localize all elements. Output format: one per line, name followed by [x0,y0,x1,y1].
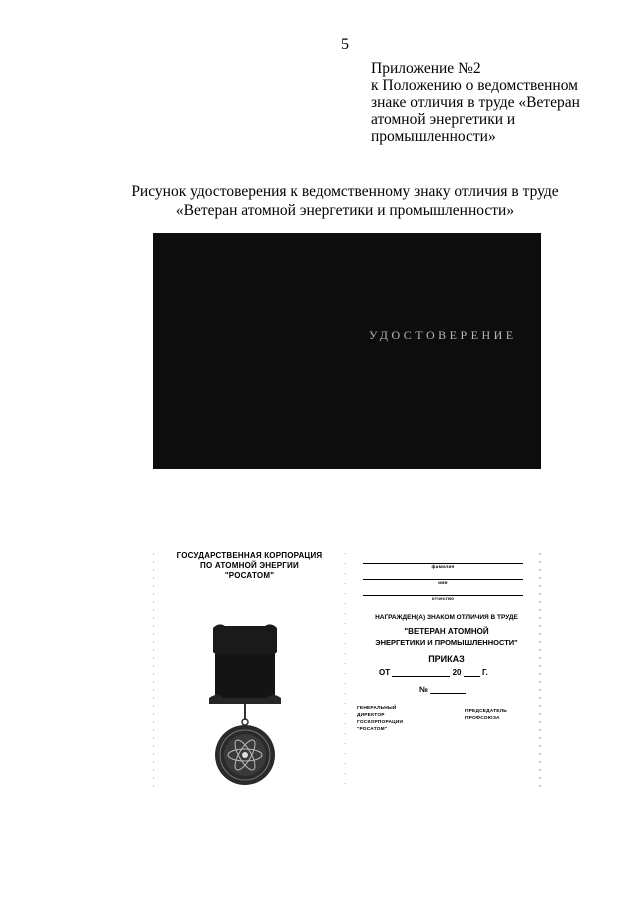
date-line [392,668,450,677]
certificate-cover [153,233,541,469]
number-label: № [419,685,428,694]
caption-line-1: Рисунок удостоверения к ведомственному знаку отличия в труде [131,183,559,200]
caption-line-2: «Ветеран атомной энергетики и промышленности» [175,202,515,219]
appendix-line: знаке отличия в труде «Ветеран [371,94,580,111]
number-line [430,685,466,694]
director-signature-block [357,705,403,733]
name-label: имя [438,580,448,585]
badge-title-line: ЭНЕРГЕТИКИ И ПРОМЫШЛЕННОСТИ" [375,638,518,647]
director-line: ДИРЕКТОР [357,713,385,718]
certificate-inner-spread [153,543,541,795]
director-line: "РОСАТОМ" [357,727,388,732]
appendix-line: Приложение №2 [371,60,481,77]
corp-line: ПО АТОМНОЙ ЭНЕРГИИ [200,561,299,570]
corp-line: "РОСАТОМ" [224,571,275,580]
corp-line: ГОСУДАРСТВЕННАЯ КОРПОРАЦИЯ [176,551,323,560]
corporation-name [167,551,332,581]
appendix-line: атомной энергетики и [371,111,516,128]
order-number-row [419,685,466,694]
badge-title-line: "ВЕТЕРАН АТОМНОЙ [404,627,489,636]
director-line: ГЕНЕРАЛЬНЫЙ [357,706,397,711]
from-label: ОТ [379,668,391,677]
awarded-text: НАГРАЖДЕН(А) ЗНАКОМ ОТЛИЧИЯ В ТРУДЕ [375,614,518,621]
medal-image [205,618,285,788]
appendix-line: к Положению о ведомственном [371,77,578,94]
appendix-header [371,60,580,145]
figure-caption [0,182,640,220]
year-prefix: 20 [452,668,462,677]
inner-right-panel [349,543,541,795]
director-line: ГОСКОРПОРАЦИИ [357,720,404,725]
year-suffix: Г. [481,668,488,677]
chair-signature-block [465,708,507,722]
order-date-row [379,668,488,677]
year-line [464,668,480,677]
inner-left-panel [153,543,343,795]
badge-title [349,626,544,648]
chair-line: ПРЕДСЕДАТЕЛЬ [465,709,507,714]
surname-label: фамилия [431,564,455,569]
cover-title: УДОСТОВЕРЕНИЕ [369,328,517,342]
page-number: 5 [341,36,349,53]
appendix-line: промышленности» [371,128,496,145]
chair-line: ПРОФСОЮЗА [465,716,500,721]
patronymic-label: отчество [431,596,455,601]
order-title: ПРИКАЗ [428,654,465,664]
